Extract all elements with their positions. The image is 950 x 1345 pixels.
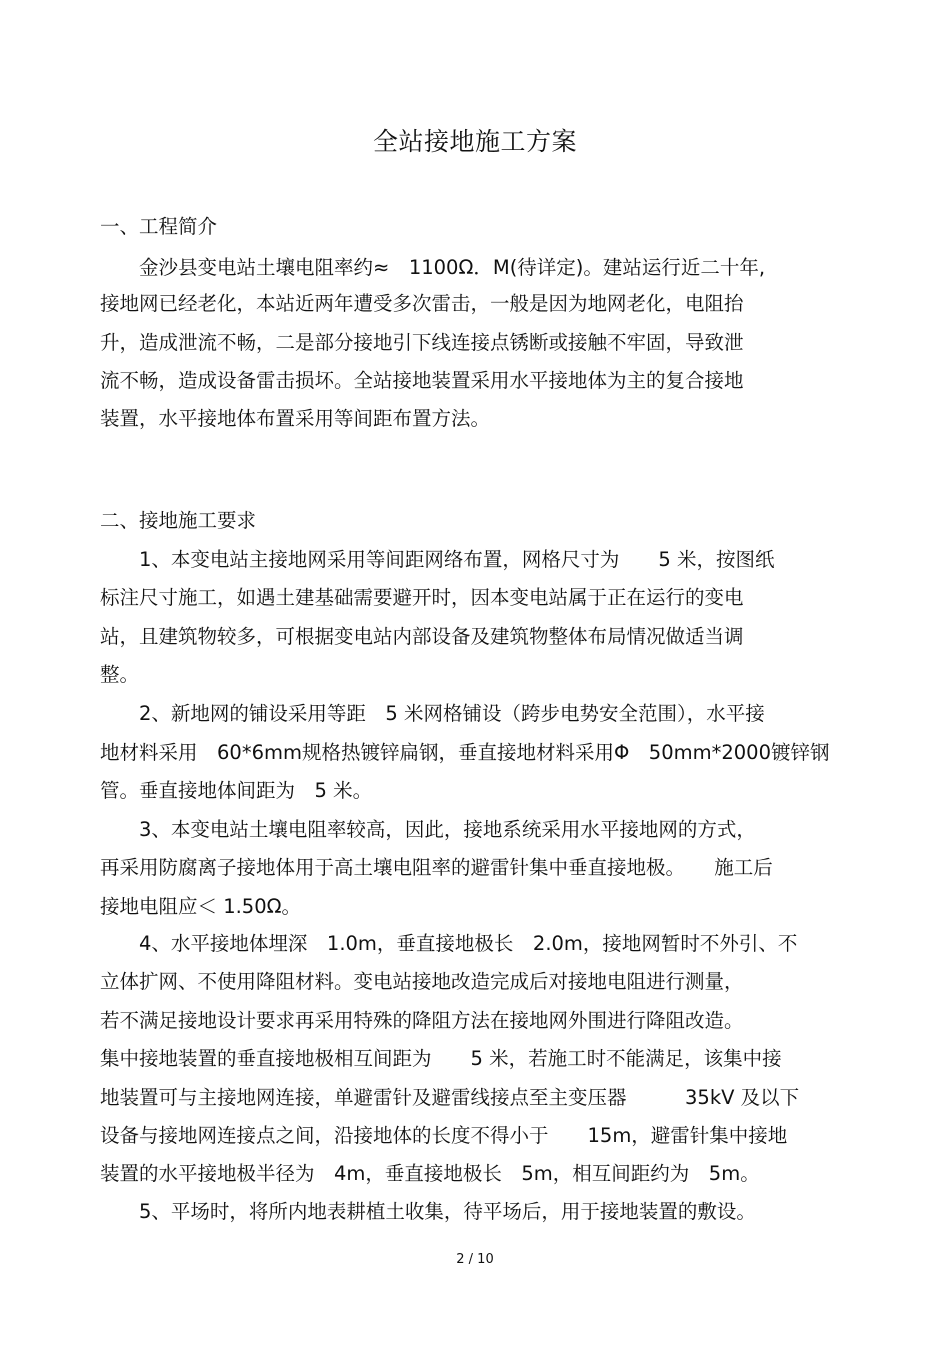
paragraph-line: 升，造成泄流不畅，二是部分接地引下线连接点锈断或接触不牢固，导致泄 (100, 331, 744, 354)
paragraph-line: 装置的水平接地极半径为 4m，垂直接地极长 5m，相互间距约为 5m。 (100, 1162, 760, 1185)
paragraph-line: 接地网已经老化，本站近两年遭受多次雷击，一般是因为地网老化，电阻抬 (100, 292, 744, 315)
paragraph-line: 4、水平接地体埋深 1.0m，垂直接地极长 2.0m，接地网暂时不外引、不 (100, 932, 798, 955)
page-number: 2 / 10 (456, 1252, 494, 1267)
paragraph-line: 接地电阻应＜ 1.50Ω。 (100, 895, 302, 918)
paragraph-line: 集中接地装置的垂直接地极相互间距为 5 米，若施工时不能满足，该集中接 (100, 1047, 782, 1070)
paragraph-line: 流不畅，造成设备雷击损坏。全站接地装置采用水平接地体为主的复合接地 (100, 369, 744, 392)
paragraph-line: 2、新地网的铺设采用等距 5 米网格铺设（跨步电势安全范围），水平接 (100, 702, 765, 725)
paragraph-line: 5、平场时，将所内地表耕植土收集，待平场后，用于接地装置的敷设。 (100, 1200, 756, 1223)
paragraph-line: 金沙县变电站土壤电阻率约≈ 1100Ω．M(待详定)。建站运行近二十年, (100, 256, 766, 279)
paragraph-line: 地装置可与主接地网连接，单避雷针及避雷线接点至主变压器 35kV 及以下 (100, 1086, 800, 1109)
paragraph-line: 再采用防腐离子接地体用于高土壤电阻率的避雷针集中垂直接地极。 施工后 (100, 856, 773, 879)
paragraph-line: 装置，水平接地体布置采用等间距布置方法。 (100, 407, 491, 430)
paragraph-line: 整。 (100, 663, 140, 686)
document-title: 全站接地施工方案 (372, 127, 577, 156)
paragraph-line: 若不满足接地设计要求再采用特殊的降阻方法在接地网外围进行降阻改造。 (100, 1009, 744, 1032)
paragraph-line: 设备与接地网连接点之间，沿接地体的长度不得小于 15m，避雷针集中接地 (100, 1124, 788, 1147)
paragraph-line: 标注尺寸施工，如遇土建基础需要避开时，因本变电站属于正在运行的变电 (100, 586, 744, 609)
paragraph-line: 1、本变电站主接地网采用等间距网络布置，网格尺寸为 5 米，按图纸 (100, 548, 775, 571)
paragraph-line: 3、本变电站土壤电阻率较高，因此，接地系统采用水平接地网的方式， (100, 818, 756, 841)
section-heading-requirements: 二、接地施工要求 (100, 509, 257, 532)
section-heading-overview: 一、工程简介 (100, 215, 218, 238)
paragraph-line: 地材料采用 60*6mm规格热镀锌扁钢，垂直接地材料采用Φ 50mm*2000镀锌钢 (100, 741, 830, 764)
paragraph-line: 立体扩网、不使用降阻材料。变电站接地改造完成后对接地电阻进行测量， (100, 970, 744, 993)
paragraph-line: 站，且建筑物较多，可根据变电站内部设备及建筑物整体布局情况做适当调 (100, 625, 744, 648)
paragraph-line: 管。垂直接地体间距为 5 米。 (100, 779, 373, 802)
